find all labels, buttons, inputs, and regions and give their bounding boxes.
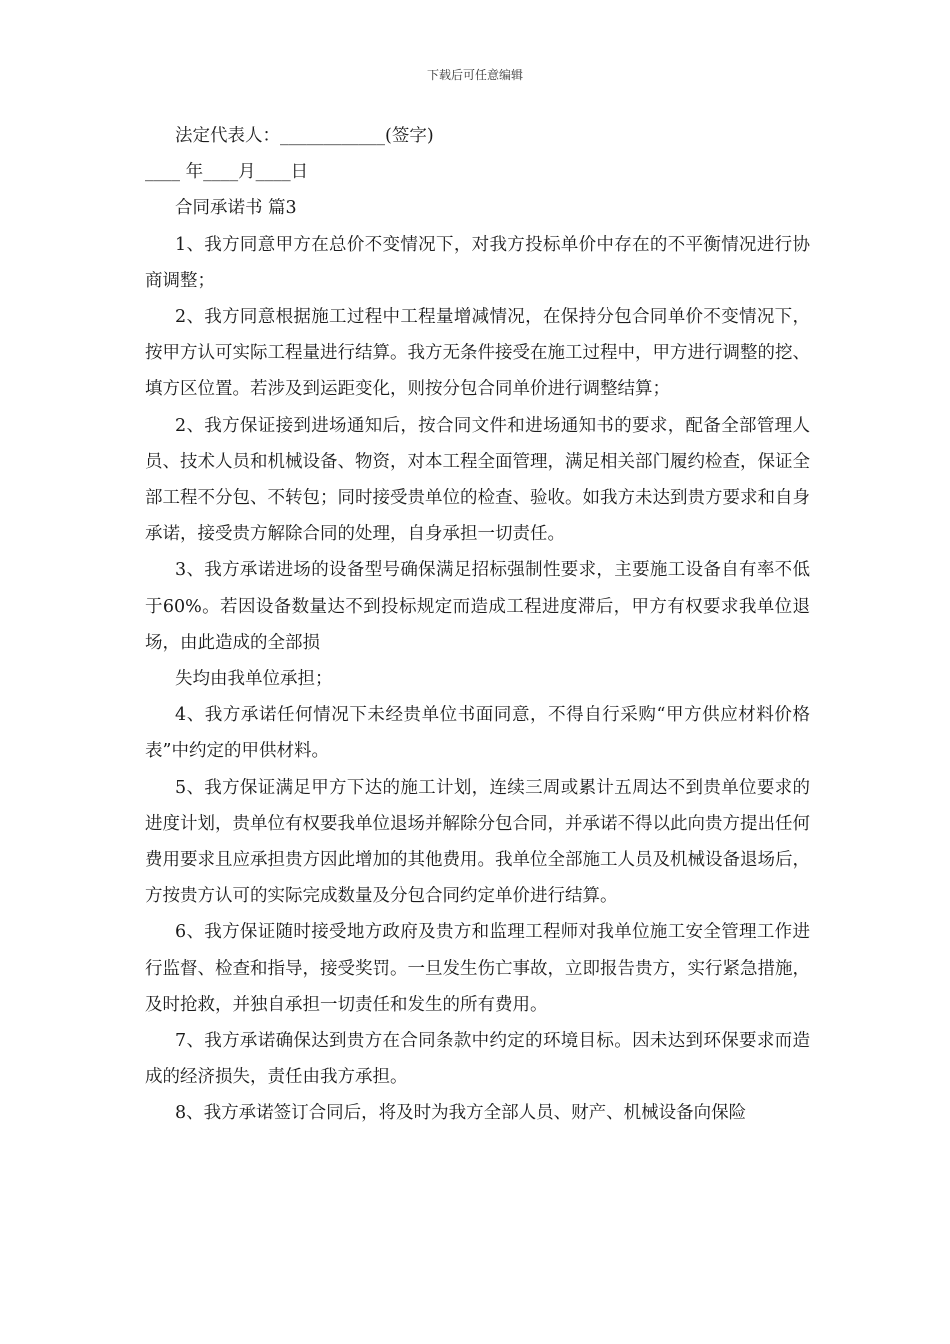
- paragraph: 4、我方承诺任何情况下未经贵单位书面同意，不得自行采购“甲方供应材料价格表”中约定的甲供材料。: [145, 705, 810, 762]
- paragraph: 3、我方承诺进场的设备型号确保满足招标强制性要求，主要施工设备自有率不低于60%。若因设备数量达不到投标规定而造成工程进度滞后，甲方有权要求我单位退场，由此造成的全部损: [145, 560, 810, 653]
- paragraph: 2、我方同意根据施工过程中工程量增减情况，在保持分包合同单价不变情况下，按甲方认可实际工程量进行结算。我方无条件接受在施工过程中，甲方进行调整的挖、填方区位置。若涉及到运距变化，则按分包合同单价进行调整结算；: [145, 307, 810, 400]
- section-title: 合同承诺书 篇3: [175, 198, 297, 219]
- paragraph: 7、我方承诺确保达到贵方在合同条款中约定的环境目标。因未达到环保要求而造成的经济损失，责任由我方承担。: [145, 1031, 810, 1088]
- paragraph: 2、我方保证接到进场通知后，按合同文件和进场通知书的要求，配备全部管理人员、技术人员和机械设备、物资，对本工程全面管理，满足相关部门履约检查，保证全部工程不分包、不转包；同时接受贵单位的检查、验收。如我方未达到贵方要求和自身承诺，接受贵方解除合同的处理，自身承担一切责任。: [145, 415, 810, 545]
- paragraph: 失均由我单位承担；: [175, 669, 333, 690]
- paragraph: 8、我方承诺签订合同后，将及时为我方全部人员、财产、机械设备向保险: [175, 1103, 747, 1124]
- paragraph: 5、我方保证满足甲方下达的施工计划，连续三周或累计五周达不到贵单位要求的进度计划，贵单位有权要我单位退场并解除分包合同，并承诺不得以此向贵方提出任何费用要求且应承担贵方因此增加的其他费用。我单位全部施工人员及机械设备退场后，方按贵方认可的实际完成数量及分包合同约定单价进行结算。: [145, 777, 810, 907]
- signature-date: ____ 年____月____日: [145, 162, 309, 183]
- paragraph: 6、我方保证随时接受地方政府及贵方和监理工程师对我单位施工安全管理工作进行监督、检查和指导，接受奖罚。一旦发生伤亡事故，立即报告贵方，实行紧急措施，及时抢救，并独自承担一切责任和发生的所有费用。: [145, 922, 810, 1015]
- document-body: [145, 118, 810, 1132]
- page-header: 下载后可任意编辑: [426, 68, 523, 82]
- paragraph: 1、我方同意甲方在总价不变情况下，对我方投标单价中存在的不平衡情况进行协商调整；: [145, 234, 810, 291]
- signature-line: 法定代表人：____________(签字): [175, 126, 434, 146]
